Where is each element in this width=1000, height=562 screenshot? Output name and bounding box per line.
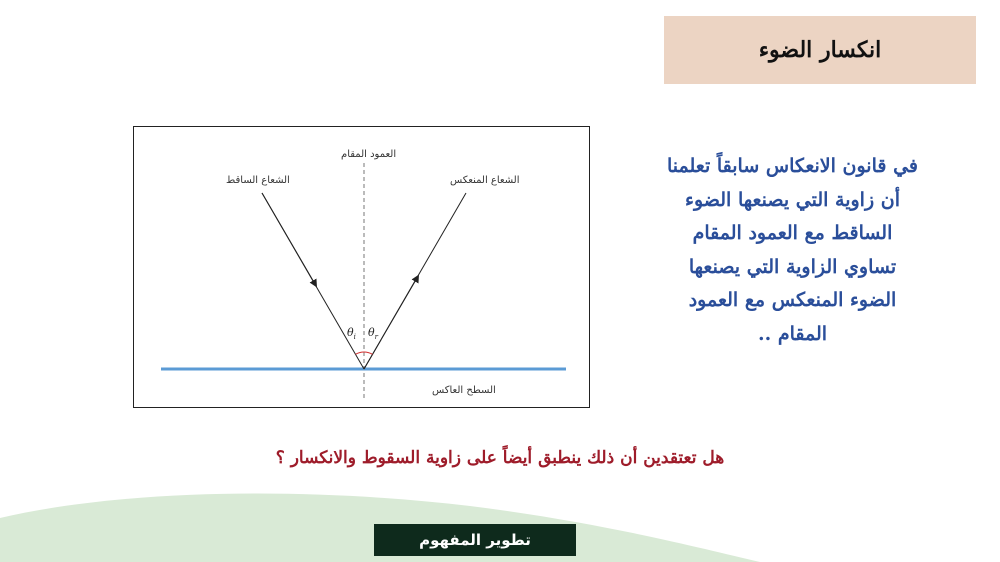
concept-development-button[interactable]	[374, 524, 576, 556]
theta-symbol: θ	[368, 326, 375, 339]
paragraph-line: تساوي الزاوية التي يصنعها	[688, 255, 897, 278]
incident-angle-arc	[356, 352, 365, 354]
paragraph-line: في قانون الانعكاس سابقاً تعلمنا	[667, 155, 918, 177]
reflection-diagram	[133, 126, 590, 408]
concept-button-label: تطوير المفهوم	[419, 531, 531, 549]
incident-ray-arrow	[262, 193, 315, 284]
title-banner	[664, 16, 976, 84]
reflected-ray-label: الشعاع المنعكس	[450, 175, 520, 186]
reflected-angle-subscript: r	[374, 333, 378, 342]
paragraph-line: أن زاوية التي يصنعها الضوء	[685, 188, 900, 211]
paragraph-line: الضوء المنعكس مع العمود	[688, 289, 897, 311]
paragraph-line: الساقط مع العمود المقام	[692, 222, 893, 244]
paragraph-line: المقام ..	[757, 322, 828, 345]
normal-label: العمود المقام	[341, 149, 397, 160]
surface-label: السطح العاكس	[432, 385, 496, 396]
slide-title: انكسار الضوء	[758, 37, 882, 63]
diagram-svg	[134, 127, 591, 409]
incident-ray-label: الشعاع الساقط	[226, 175, 290, 186]
reflected-ray-arrow	[364, 278, 417, 369]
theta-symbol: θ	[347, 326, 354, 339]
incident-angle-label	[347, 326, 356, 341]
question-text: هل تعتقدين أن ذلك ينطبق أيضاً على زاوية السقوط والانكسار ؟	[275, 448, 725, 468]
incident-angle-subscript: i	[353, 333, 356, 342]
explanation-paragraph	[615, 150, 970, 351]
reflected-angle-label	[368, 326, 378, 341]
reflected-angle-arc	[364, 352, 373, 354]
